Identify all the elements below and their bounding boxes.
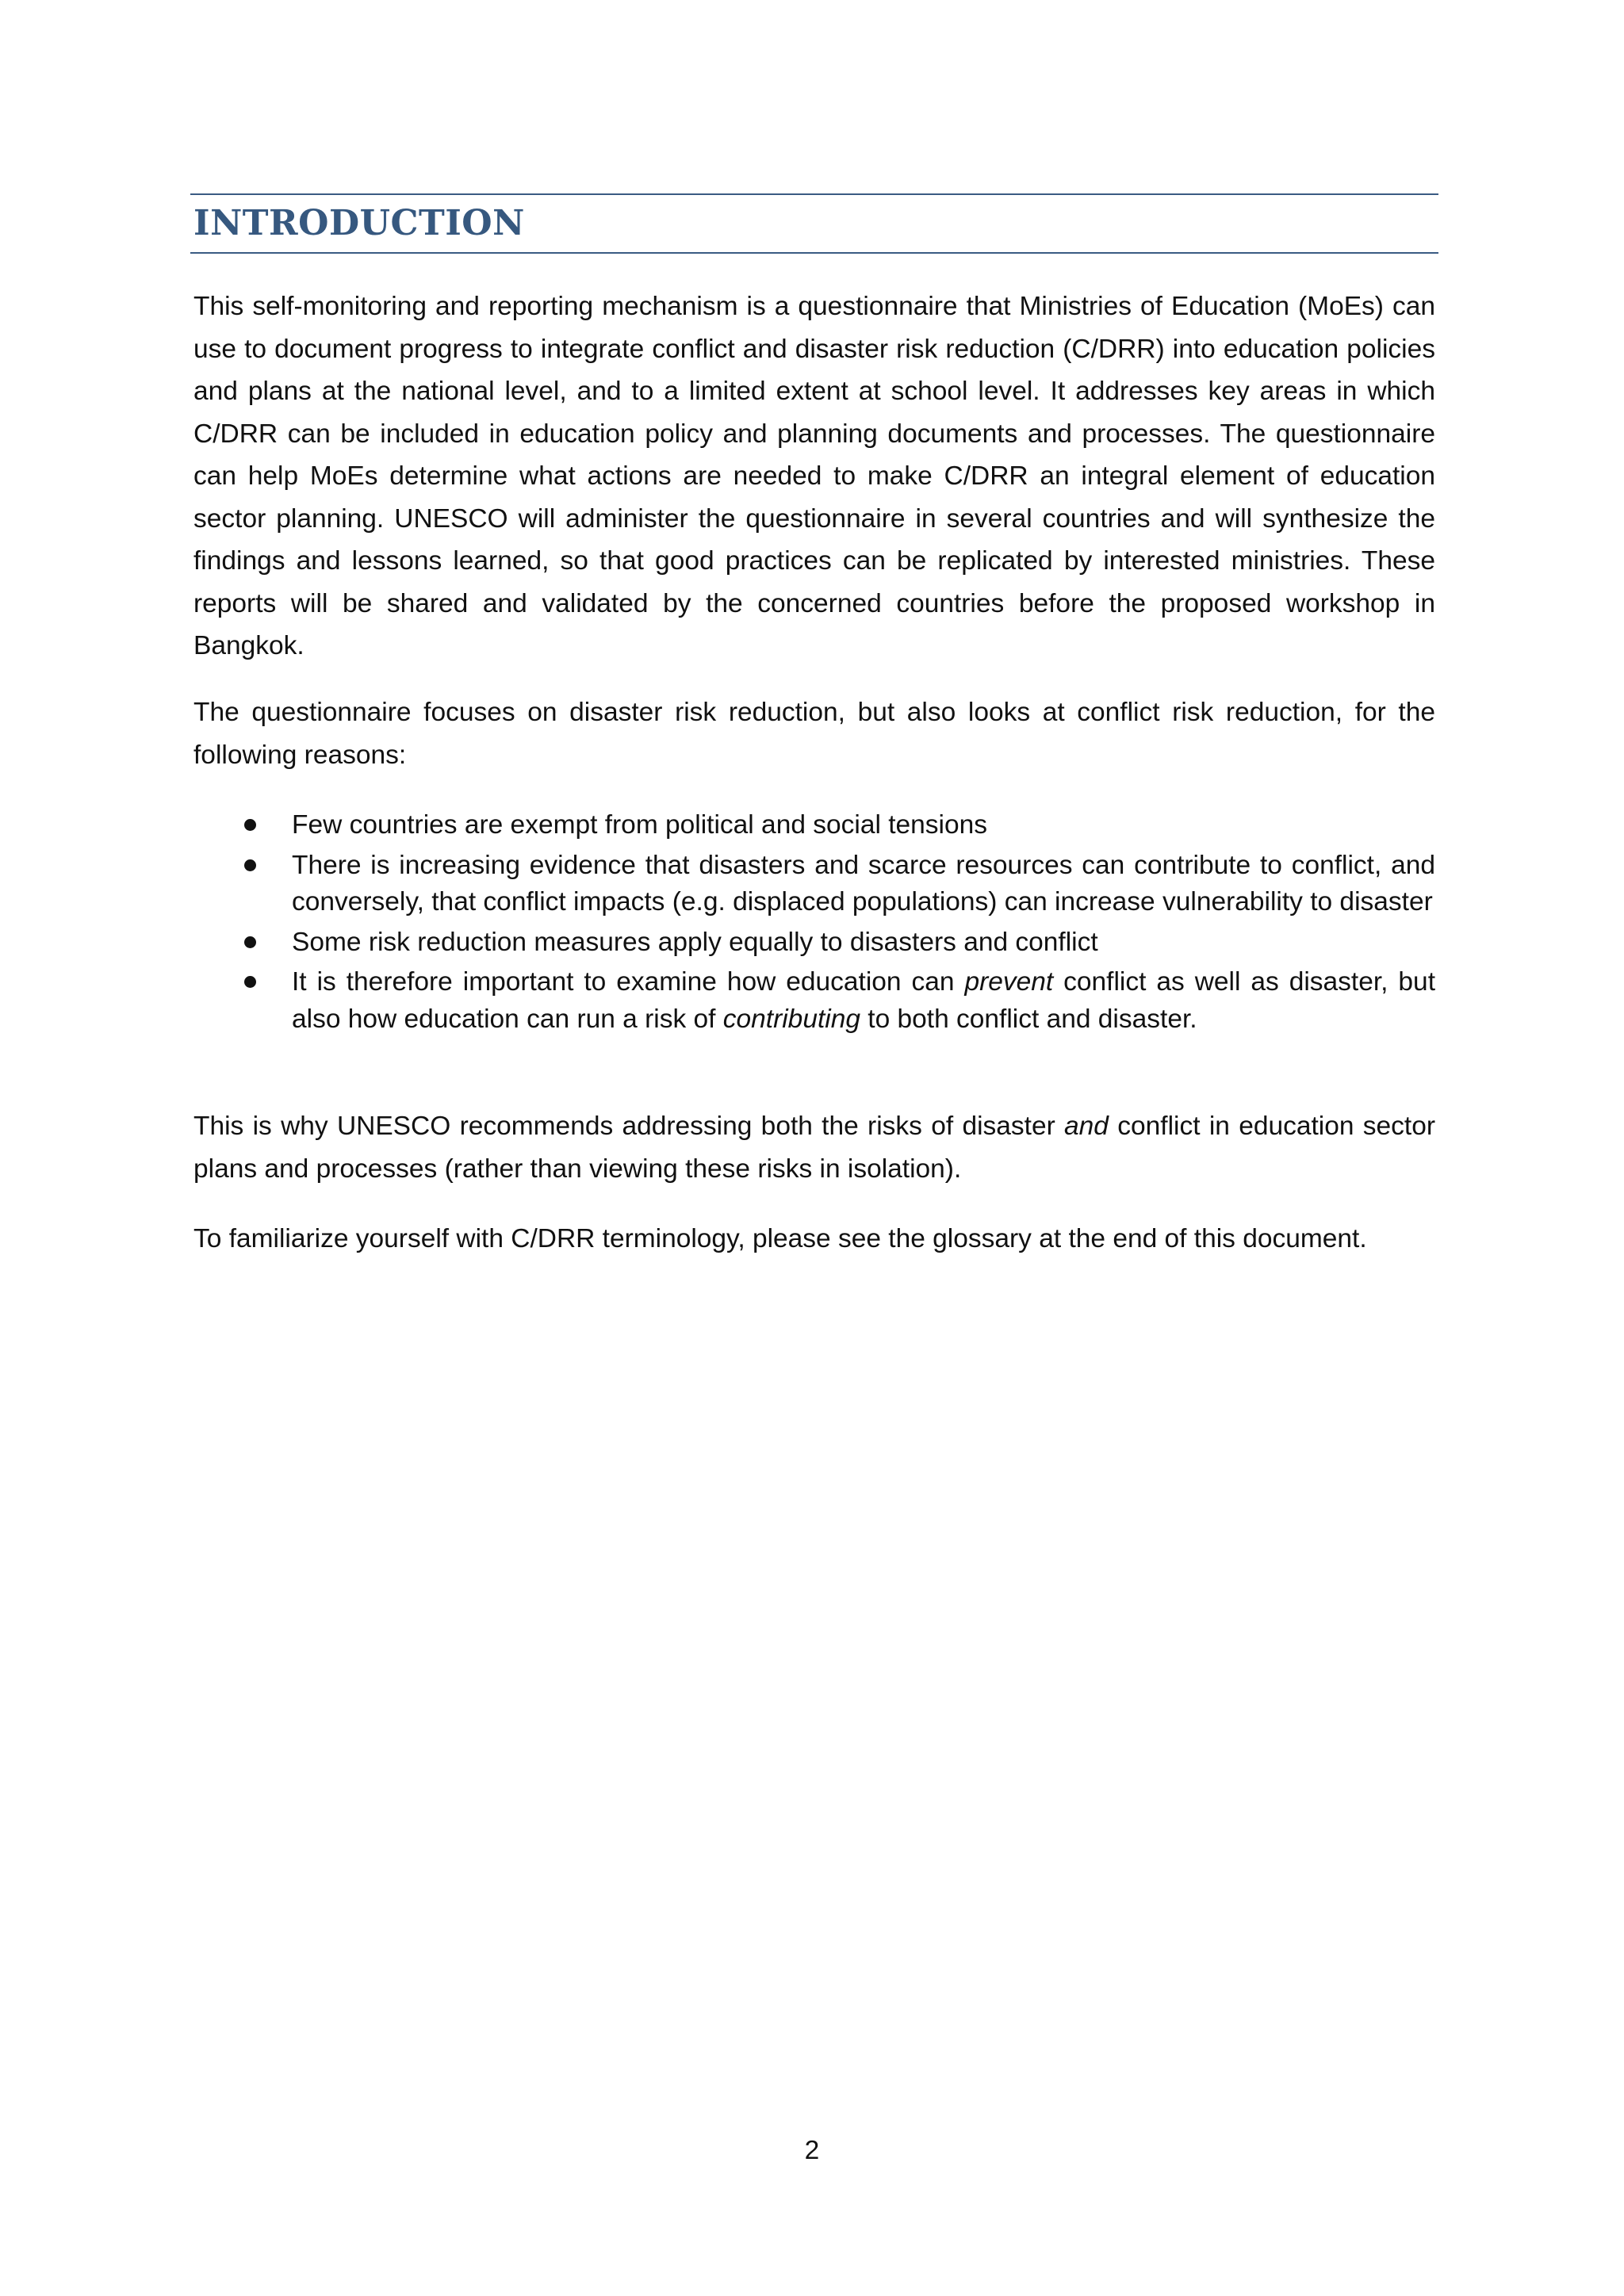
list-item bbox=[193, 807, 1435, 844]
text-run: conflict in education sector plans and processes (rather than viewing these risks in isolation). bbox=[193, 1112, 1436, 1184]
bullet-icon bbox=[244, 859, 256, 871]
intro-paragraph-1: This self-monitoring and reporting mechanism is a questionnaire that Ministries of Education (MoEs) can use to document progress to integrate conflict and disaster risk reduction (C/DRR) into education policies and plans at the national level, and to a limited extent at school level. It addresses key areas in which C/DRR can be included in education policy and planning documents and processes. The questionnaire can help MoEs determine what actions are needed to make C/DRR an integral element of education sector planning. UNESCO will administer the questionnaire in several countries and will synthesize the findings and lessons learned, so that good practices can be replicated by interested ministries. These reports will be shared and validated by the concerned countries before the proposed workshop in Bangkok. bbox=[193, 292, 1435, 660]
list-item-text: Few countries are exempt from political and social tensions bbox=[292, 810, 987, 840]
section-heading: INTRODUCTION bbox=[193, 203, 525, 243]
bullet-icon bbox=[244, 976, 256, 988]
emphasis-contributing: contributing bbox=[722, 1004, 860, 1034]
reasons-list bbox=[193, 807, 1435, 1041]
text-run: This is why UNESCO recommends addressing both the risks of disaster bbox=[193, 1112, 1065, 1141]
list-item bbox=[193, 964, 1435, 1038]
text-run: to both conflict and disaster. bbox=[860, 1004, 1197, 1034]
bullet-icon bbox=[244, 819, 256, 831]
intro-paragraph-3 bbox=[193, 1105, 1435, 1190]
intro-paragraph-2: The questionnaire focuses on disaster risk reduction, but also looks at conflict risk reduction, for the following reasons: bbox=[193, 698, 1435, 770]
page-number: 2 bbox=[804, 2136, 820, 2165]
emphasis-prevent: prevent bbox=[964, 967, 1054, 997]
text-run: conflict as well as disaster, but also how education can run a risk of bbox=[292, 967, 1435, 1034]
emphasis-and: and bbox=[1064, 1112, 1109, 1141]
list-item bbox=[193, 924, 1435, 962]
text-run: It is therefore important to examine how education can bbox=[292, 967, 965, 997]
list-item-text: There is increasing evidence that disasters and scarce resources can contribute to conflict, and conversely, that conflict impacts (e.g. displaced populations) can increase vulnerability to disaster bbox=[292, 850, 1435, 916]
section-heading-block bbox=[190, 193, 1438, 254]
list-item-text bbox=[292, 967, 1435, 1034]
list-item-text: Some risk reduction measures apply equally to disasters and conflict bbox=[292, 927, 1098, 957]
bullet-icon bbox=[244, 936, 256, 948]
intro-paragraph-4: To familiarize yourself with C/DRR terminology, please see the glossary at the end of this document. bbox=[193, 1224, 1367, 1253]
list-item bbox=[193, 848, 1435, 921]
